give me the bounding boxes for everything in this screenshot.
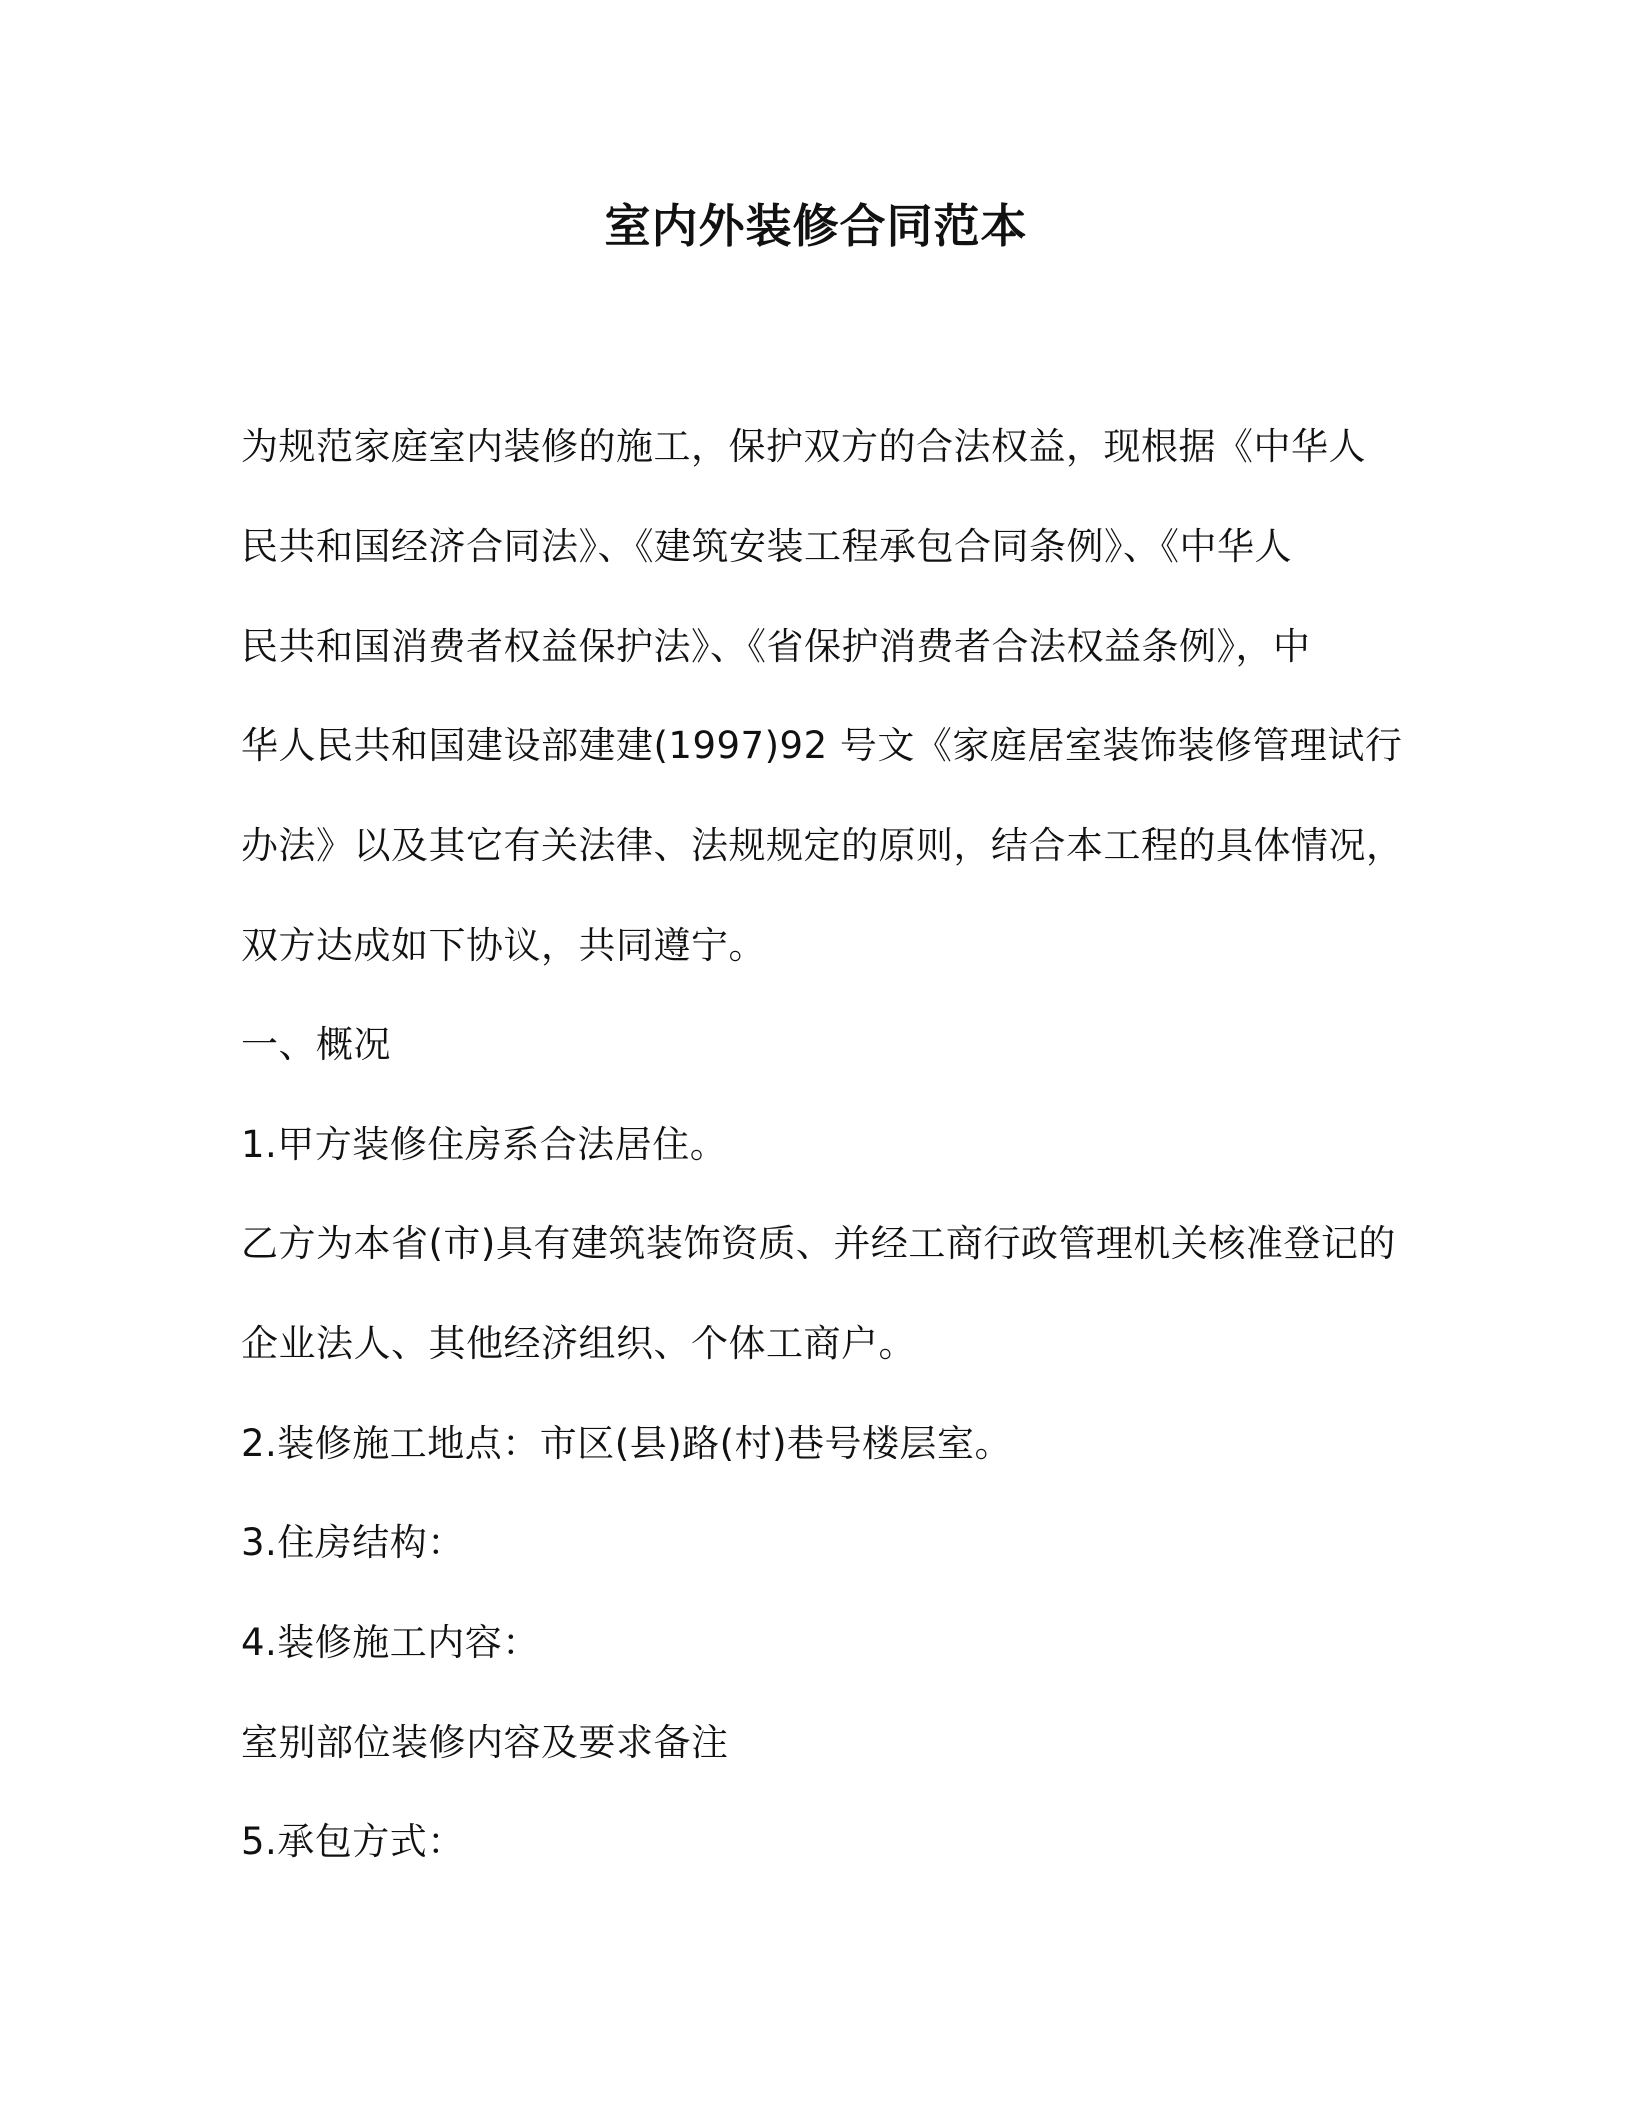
clause-4-table-header: 室别部位装修内容及要求备注 bbox=[241, 1721, 729, 1764]
intro-line-4: 华人民共和国建设部建建(1997)92 号文《家庭居室装饰装修管理试行 bbox=[241, 724, 1403, 767]
section-heading-overview: 一、概况 bbox=[241, 1023, 391, 1066]
clause-2-location: 2.装修施工地点：市区(县)路(村)巷号楼层室。 bbox=[241, 1422, 1013, 1465]
intro-line-3: 民共和国消费者权益保护法》、《省保护消费者合法权益条例》，中 bbox=[241, 625, 1311, 668]
intro-line-5: 办法》以及其它有关法律、法规规定的原则，结合本工程的具体情况， bbox=[241, 824, 1404, 867]
clause-1-party-b-line-2: 企业法人、其他经济组织、个体工商户。 bbox=[241, 1322, 916, 1365]
intro-line-1: 为规范家庭室内装修的施工，保护双方的合法权益，现根据《中华人 bbox=[241, 425, 1366, 468]
clause-5-contract-mode: 5.承包方式： bbox=[241, 1820, 465, 1863]
clause-1-party-b-line-1: 乙方为本省(市)具有建筑装饰资质、并经工商行政管理机关核准登记的 bbox=[241, 1222, 1396, 1265]
intro-line-6: 双方达成如下协议，共同遵宁。 bbox=[241, 924, 766, 967]
clause-1: 1.甲方装修住房系合法居住。 bbox=[241, 1123, 728, 1166]
document-title: 室内外装修合同范本 bbox=[604, 199, 1028, 253]
intro-line-2: 民共和国经济合同法》、《建筑安装工程承包合同条例》、《中华人 bbox=[241, 525, 1292, 568]
clause-3-structure: 3.住房结构： bbox=[241, 1521, 465, 1564]
clause-4-content: 4.装修施工内容： bbox=[241, 1621, 540, 1664]
